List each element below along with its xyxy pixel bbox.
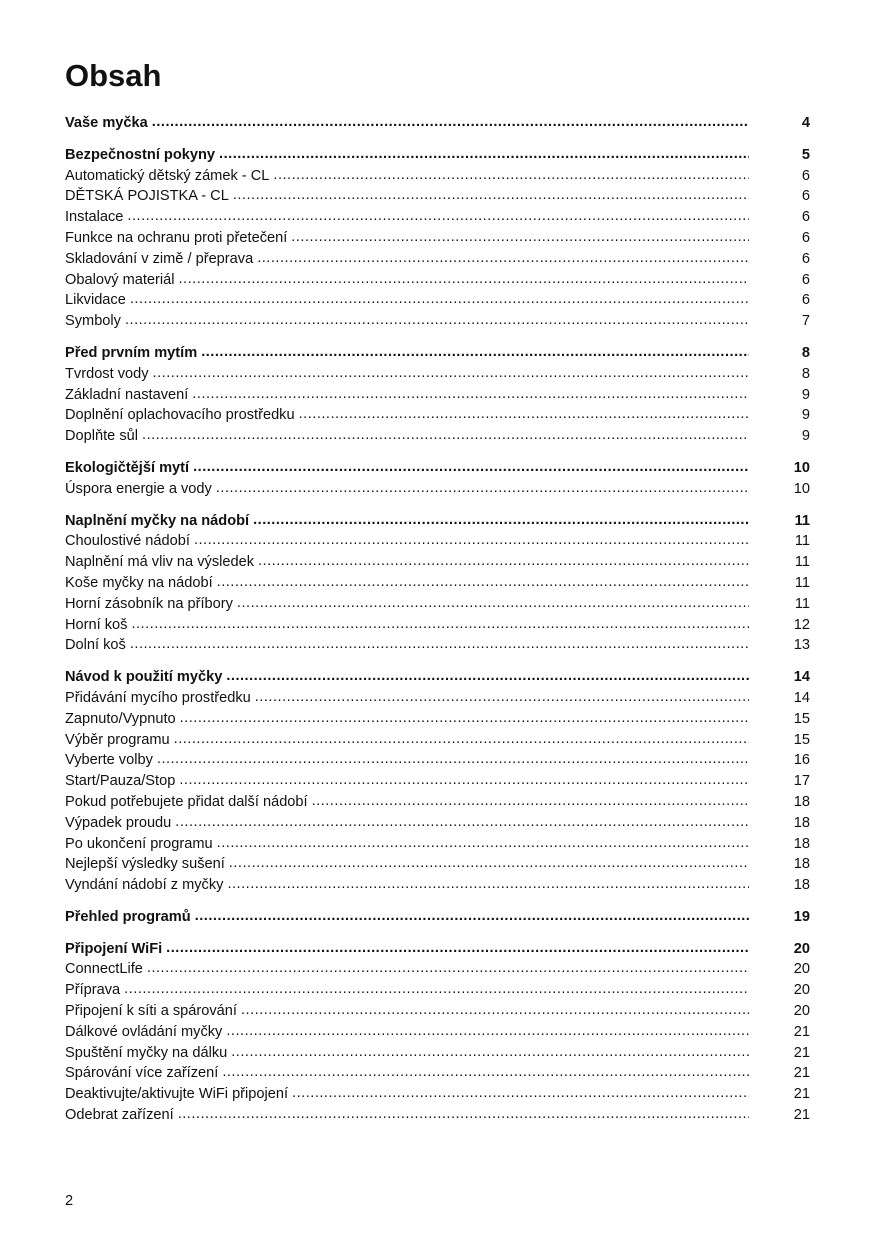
toc-entry-page: 20 [793,940,810,957]
toc-entry-page: 18 [793,835,810,852]
toc-entry-label: Doplnění oplachovacího prostředku [65,407,295,424]
toc-section [65,113,810,134]
toc-leader-dots [131,614,749,635]
toc-entry-label: Horní zásobník na příbory [65,595,233,612]
toc-entry-label: DĚTSKÁ POJISTKA - CL [65,188,229,205]
toc-heading-entry[interactable] [65,939,810,960]
toc-entry-page: 20 [793,982,810,999]
toc-entry-page: 9 [801,428,810,445]
toc-entry-label: Naplnění má vliv na výsledek [65,554,254,571]
toc-entry-page: 6 [801,188,810,205]
toc-leader-dots [241,1000,749,1021]
toc-entry[interactable] [65,1084,810,1105]
toc-leader-dots [229,853,749,874]
toc-heading-entry[interactable] [65,145,810,166]
toc-entry[interactable] [65,531,810,552]
toc-entry-label: Připojení WiFi [65,940,163,957]
toc-entry-label: Vaše myčka [65,115,148,131]
toc-entry-page: 6 [801,229,810,246]
toc-entry-label: Přidávání mycího prostředku [65,689,251,706]
toc-entry-page: 19 [793,908,810,925]
toc-section [65,458,810,500]
toc-leader-dots [222,1062,749,1083]
toc-entry-label: Koše myčky na nádobí [65,574,213,591]
toc-entry-page: 15 [793,710,810,727]
table-of-contents [65,113,810,1137]
toc-leader-dots [175,812,749,833]
toc-entry-page: 9 [801,386,810,403]
toc-entry-page: 11 [794,533,810,550]
toc-entry-label: Vyberte volby [65,752,153,769]
toc-entry-label: Dálkové ovládání myčky [65,1023,223,1040]
toc-entry-page: 11 [794,574,810,591]
toc-leader-dots [166,938,749,959]
toc-entry-page: 12 [793,616,810,633]
toc-entry-label: Návod k použití myčky [65,669,223,686]
toc-entry[interactable] [65,771,810,792]
toc-entry[interactable] [65,959,810,980]
toc-leader-dots [193,457,749,478]
toc-leader-dots [257,248,749,269]
toc-entry[interactable] [65,1043,810,1064]
toc-entry-page: 21 [793,1107,810,1124]
toc-entry-label: Spuštění myčky na dálku [65,1044,228,1061]
toc-entry-page: 6 [801,209,810,226]
toc-entry-label: Po ukončení programu [65,835,213,852]
toc-entry-page: 7 [801,313,810,330]
toc-entry-label: Pokud potřebujete přidat další nádobí [65,793,308,810]
toc-entry[interactable] [65,688,810,709]
toc-entry-label: Připojení k síti a spárování [65,1003,237,1020]
toc-entry[interactable] [65,479,810,500]
toc-entry-label: Obalový materiál [65,271,175,288]
toc-leader-dots [312,791,749,812]
toc-heading-entry[interactable] [65,667,810,688]
toc-entry[interactable] [65,750,810,771]
toc-entry-label: Nejlepší výsledky sušení [65,856,225,873]
toc-entry-page: 20 [793,1003,810,1020]
toc-entry[interactable] [65,792,810,813]
toc-entry[interactable] [65,730,810,751]
toc-leader-dots [217,572,749,593]
toc-section [65,667,810,896]
toc-entry-label: Likvidace [65,292,126,309]
toc-entry[interactable] [65,186,810,207]
toc-leader-dots [227,874,749,895]
toc-entry-label: Výběr programu [65,731,170,748]
toc-entry-page: 5 [801,146,810,163]
toc-entry-page: 11 [794,554,810,571]
toc-entry[interactable] [65,813,810,834]
toc-entry[interactable] [65,405,810,426]
toc-entry-label: Příprava [65,982,121,999]
toc-entry-label: Doplňte sůl [65,428,139,445]
toc-entry-label: Skladování v zimě / přeprava [65,250,254,267]
toc-leader-dots [291,227,749,248]
toc-entry-page: 10 [793,459,810,476]
toc-leader-dots [157,749,749,770]
toc-leader-dots [179,269,750,290]
toc-entry[interactable] [65,1022,810,1043]
toc-entry-page: 18 [793,814,810,831]
toc-entry[interactable] [65,249,810,270]
toc-leader-dots [179,770,749,791]
toc-leader-dots [130,289,749,310]
toc-leader-dots [124,979,749,1000]
toc-leader-dots [237,593,749,614]
toc-leader-dots [231,1042,749,1063]
toc-entry-label: Tvrdost vody [65,365,149,382]
toc-entry-page: 18 [793,793,810,810]
toc-entry-label: Vyndání nádobí z myčky [65,877,224,894]
toc-leader-dots [299,404,749,425]
toc-entry[interactable] [65,290,810,311]
toc-leader-dots [147,958,749,979]
toc-entry-page: 13 [793,637,810,654]
toc-entry-label: Start/Pauza/Stop [65,773,176,790]
toc-entry[interactable] [65,385,810,406]
toc-section [65,343,810,447]
toc-section [65,939,810,1126]
toc-leader-dots [201,342,749,363]
toc-entry[interactable] [65,615,810,636]
toc-leader-dots [216,478,749,499]
toc-entry[interactable] [65,1105,810,1126]
toc-entry-label: Odebrat zařízení [65,1107,174,1124]
toc-entry-page: 16 [793,752,810,769]
toc-entry-page: 17 [793,773,810,790]
toc-entry-label: ConnectLife [65,961,143,978]
toc-entry-label: Funkce na ochranu proti přetečení [65,229,288,246]
toc-leader-dots [273,165,749,186]
page-title: Obsah [65,58,162,93]
toc-entry[interactable] [65,854,810,875]
toc-leader-dots [192,384,749,405]
toc-heading-entry[interactable] [65,511,810,532]
toc-entry[interactable] [65,270,810,291]
toc-leader-dots [253,510,749,531]
toc-heading-entry[interactable] [65,907,810,928]
toc-leader-dots [292,1083,749,1104]
toc-entry[interactable] [65,364,810,385]
toc-entry-label: Základní nastavení [65,386,189,403]
toc-leader-dots [142,425,749,446]
toc-entry-label: Spárování více zařízení [65,1065,219,1082]
toc-entry-page: 14 [793,669,810,686]
toc-entry[interactable] [65,166,810,187]
toc-entry-page: 6 [801,250,810,267]
toc-entry-label: Úspora energie a vody [65,480,212,497]
toc-leader-dots [130,634,749,655]
toc-entry-label: Bezpečnostní pokyny [65,146,216,163]
toc-entry[interactable] [65,980,810,1001]
toc-entry-page: 18 [793,856,810,873]
toc-entry-page: 15 [793,731,810,748]
toc-entry-page: 6 [801,167,810,184]
toc-entry-label: Před prvním mytím [65,344,198,361]
toc-entry-page: 6 [801,271,810,288]
toc-section [65,145,810,332]
toc-entry-page: 14 [793,689,810,706]
toc-entry-page: 6 [801,292,810,309]
toc-entry-label: Dolní koš [65,637,126,654]
toc-entry-page: 21 [793,1086,810,1103]
toc-entry[interactable] [65,1063,810,1084]
toc-entry[interactable] [65,875,810,896]
toc-entry-page: 21 [793,1065,810,1082]
toc-entry[interactable] [65,594,810,615]
toc-entry-page: 4 [801,115,810,131]
page-number: 2 [65,1193,74,1209]
toc-leader-dots [127,206,749,227]
toc-entry[interactable] [65,635,810,656]
toc-entry[interactable] [65,228,810,249]
toc-leader-dots [152,112,749,133]
toc-heading-entry[interactable] [65,343,810,364]
toc-entry-label: Ekologičtější mytí [65,459,190,476]
toc-entry-page: 10 [793,480,810,497]
toc-entry-label: Naplnění myčky na nádobí [65,512,250,529]
toc-entry[interactable] [65,834,810,855]
toc-leader-dots [174,729,749,750]
toc-leader-dots [194,530,749,551]
toc-entry-label: Symboly [65,313,121,330]
toc-entry[interactable] [65,1001,810,1022]
toc-leader-dots [258,551,749,572]
toc-entry-page: 11 [794,512,810,529]
toc-entry-label: Automatický dětský zámek - CL [65,167,270,184]
toc-entry-label: Horní koš [65,616,128,633]
toc-leader-dots [226,666,749,687]
toc-entry[interactable] [65,311,810,332]
toc-entry-label: Instalace [65,209,124,226]
toc-entry-page: 8 [801,365,810,382]
toc-leader-dots [180,708,749,729]
toc-heading-entry[interactable] [65,113,810,134]
toc-entry[interactable] [65,709,810,730]
toc-entry-label: Výpadek proudu [65,814,172,831]
toc-entry-page: 21 [793,1023,810,1040]
toc-leader-dots [153,363,749,384]
toc-entry[interactable] [65,207,810,228]
toc-leader-dots [217,833,749,854]
toc-heading-entry[interactable] [65,458,810,479]
toc-leader-dots [195,906,749,927]
toc-entry-page: 18 [793,877,810,894]
toc-entry[interactable] [65,552,810,573]
toc-entry-page: 21 [793,1044,810,1061]
toc-leader-dots [255,687,749,708]
toc-entry-page: 11 [794,595,810,612]
toc-entry-page: 8 [801,344,810,361]
toc-section [65,907,810,928]
toc-entry-label: Deaktivujte/aktivujte WiFi připojení [65,1086,289,1103]
toc-entry-page: 9 [801,407,810,424]
toc-entry[interactable] [65,426,810,447]
toc-entry-label: Přehled programů [65,908,191,925]
toc-entry-page: 20 [793,961,810,978]
toc-leader-dots [226,1021,749,1042]
toc-leader-dots [233,185,749,206]
toc-entry-label: Choulostivé nádobí [65,533,190,550]
toc-section [65,511,810,657]
toc-leader-dots [125,310,749,331]
toc-leader-dots [219,144,749,165]
toc-entry[interactable] [65,573,810,594]
toc-leader-dots [178,1104,749,1125]
toc-entry-label: Zapnuto/Vypnuto [65,710,176,727]
